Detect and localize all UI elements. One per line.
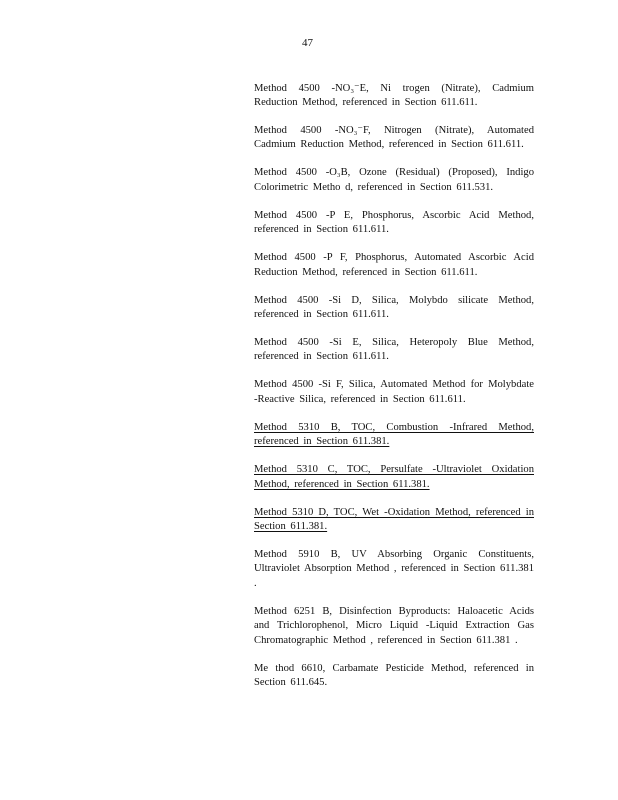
method-entry-4500-si-e: Method 4500 -Si E, Silica, Heteropoly Blue Method, referenced in Section 611.611. xyxy=(254,337,534,363)
method-reference-list xyxy=(254,71,534,704)
method-entry-6251-b: Method 6251 B, Disinfection Byproducts: Haloacetic Acids and Trichlorophenol, Micro Liquid -Liquid Extraction Gas Chromatographic Method , referenced in Section 611.381 . xyxy=(254,605,534,646)
method-entry-4500-o3-b: Method 4500 -O₃B, Ozone (Residual) (Proposed), Indigo Colorimetric Metho d, referenced in Section 611.531. xyxy=(254,167,534,193)
page-number: 47 xyxy=(302,37,313,49)
method-entry-5310-c: Method 5310 C, TOC, Persulfate -Ultraviolet Oxidation Method, referenced in Section 611.381. xyxy=(254,464,534,490)
method-entry-5310-b: Method 5310 B, TOC, Combustion -Infrared Method, referenced in Section 611.381. xyxy=(254,421,534,448)
method-entry-4500-p-e: Method 4500 -P E, Phosphorus, Ascorbic Acid Method, referenced in Section 611.611. xyxy=(254,209,534,236)
method-entry-4500-si-f: Method 4500 -Si F, Silica, Automated Method for Molybdate -Reactive Silica, referenced in Section 611.611. xyxy=(254,379,534,405)
method-entry-4500-no3-e: Method 4500 -NO₃⁻E, Ni trogen (Nitrate), Cadmium Reduction Method, referenced in Section 611.611. xyxy=(254,82,534,108)
method-entry-5910-b: Method 5910 B, UV Absorbing Organic Constituents, Ultraviolet Absorption Method , referenced in Section 611.381 . xyxy=(254,549,534,589)
method-entry-6610: Me thod 6610, Carbamate Pesticide Method, referenced in Section 611.645. xyxy=(254,662,534,689)
method-entry-4500-si-d: Method 4500 -Si D, Silica, Molybdo silicate Method, referenced in Section 611.611. xyxy=(254,294,534,321)
method-entry-4500-no3-f: Method 4500 -NO₃⁻F, Nitrogen (Nitrate), Automated Cadmium Reduction Method, referenced in Section 611.611. xyxy=(254,125,534,151)
method-entry-4500-p-f: Method 4500 -P F, Phosphorus, Automated Ascorbic Acid Reduction Method, referenced in Section 611.611. xyxy=(254,252,534,278)
method-entry-5310-d: Method 5310 D, TOC, Wet -Oxidation Method, referenced in Section 611.381. xyxy=(254,506,534,533)
